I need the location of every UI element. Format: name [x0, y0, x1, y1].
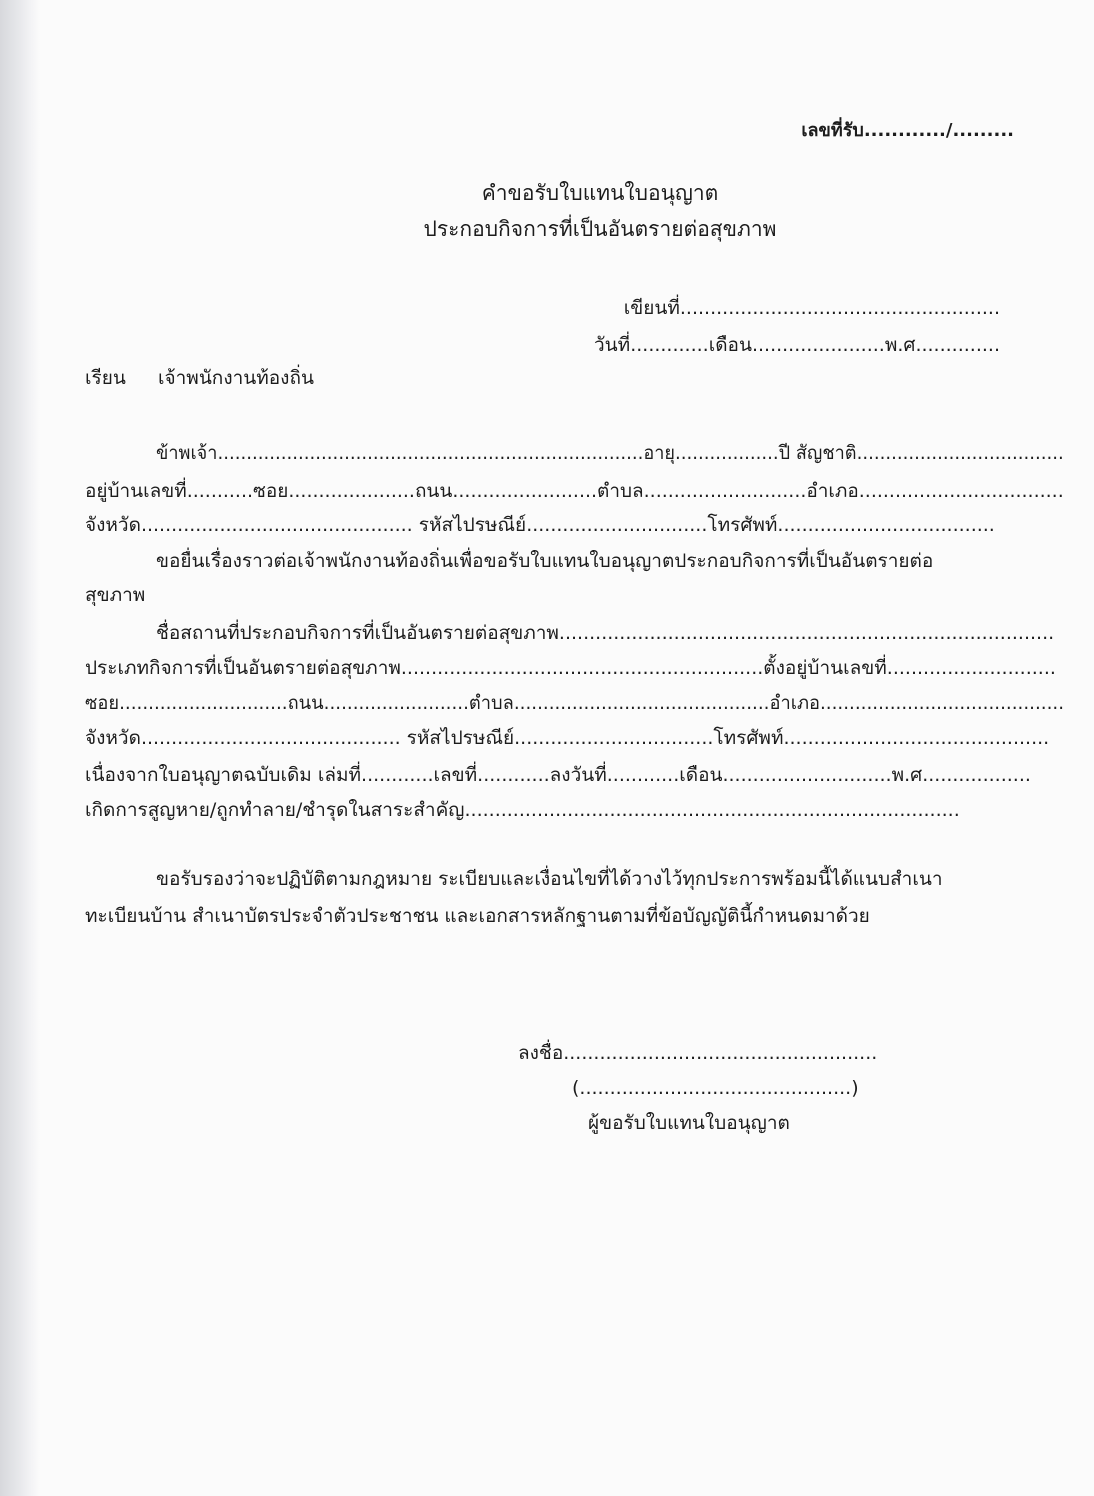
applicant-line-3: จังหวัด............................................. รหัสไปรษณีย์..............................โทรศัพท์.................................... [85, 514, 995, 536]
applicant-line-2: อยู่บ้านเลขที่...........ซอย.....................ถนน........................ตำบล...........................อำเภอ.................................. [85, 480, 1064, 502]
salutation-label: เรียน [85, 367, 126, 389]
form-title-line-1: คำขอรับใบแทนใบอนุญาต [481, 181, 719, 205]
applicant-line-1: ข้าพเจ้า..........................................................................อายุ..................ปี สัญชาติ.................................... [156, 442, 1064, 464]
request-line-1: ขอยื่นเรื่องราวต่อเจ้าพนักงานท้องถิ่นเพื่อขอรับใบแทนใบอนุญาตประกอบกิจการที่เป็นอันตรายต่อ [156, 550, 934, 572]
form-page [40, 0, 1094, 1496]
certification-line-2: ทะเบียนบ้าน สำเนาบัตรประจำตัวประชาชน และเอกสารหลักฐานตามที่ข้อบัญญัตินี้กำหนดมาด้วย [85, 905, 870, 927]
form-title-line-2: ประกอบกิจการที่เป็นอันตรายต่อสุขภาพ [423, 217, 777, 241]
salutation-recipient: เจ้าพนักงานท้องถิ่น [158, 367, 314, 389]
establishment-line-4: จังหวัด........................................... รหัสไปรษณีย์.................................โทรศัพท์............................................ [85, 727, 1050, 749]
receipt-number: เลขที่รับ............/......... [801, 120, 1014, 141]
written-at: เขียนที่..................................................... [623, 297, 1000, 319]
request-line-2: สุขภาพ [85, 584, 146, 606]
establishment-line-2: ประเภทกิจการที่เป็นอันตรายต่อสุขภาพ............................................................ตั้งอยู่บ้านเลขที่............................ [85, 657, 1056, 679]
certification-line-1: ขอรับรองว่าจะปฏิบัติตามกฎหมาย ระเบียบและเงื่อนไขที่ได้วางไว้ทุกประการพร้อมนี้ได้แนบสำเนา [156, 868, 943, 890]
signature-line: ลงชื่อ.................................................... [518, 1042, 878, 1064]
establishment-line-1: ชื่อสถานที่ประกอบกิจการที่เป็นอันตรายต่อสุขภาพ.................................................................................. [156, 622, 1055, 644]
establishment-line-3: ซอย.............................ถนน.........................ตำบล............................................อำเภอ.......................................... [85, 692, 1065, 714]
establishment-line-5: เนื่องจากใบอนุญาตฉบับเดิม เล่มที่............เลขที่............ลงวันที่............เดือน............................พ.ศ.................. [85, 764, 1031, 786]
establishment-line-6: เกิดการสูญหาย/ถูกทำลาย/ชำรุดในสาระสำคัญ.................................................................................. [85, 799, 960, 821]
date-line: วันที่.............เดือน......................พ.ศ.............. [594, 334, 1000, 356]
signature-role: ผู้ขอรับใบแทนใบอนุญาต [588, 1112, 790, 1134]
signature-name-line: (.............................................) [572, 1077, 859, 1099]
binding-edge-shadow [0, 0, 40, 1496]
